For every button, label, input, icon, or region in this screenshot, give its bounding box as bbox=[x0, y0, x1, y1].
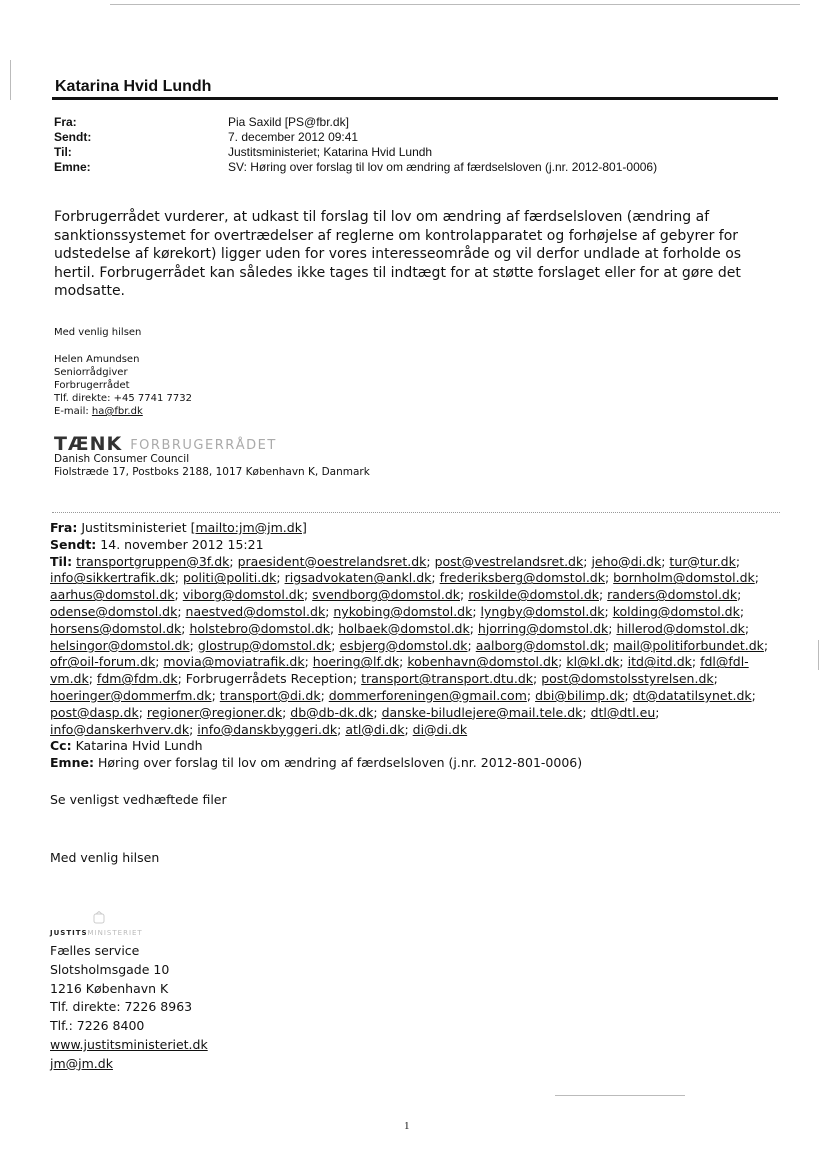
recipient-link[interactable]: post@vestrelandsret.dk bbox=[434, 553, 584, 569]
reply-body: Forbrugerrådet vurderer, at udkast til forslag til lov om ændring af færdselsloven (ændring af sanktionssystemet for overtrædelser af reglerne om kontrolapparatet og forhøjelse af gebyrer for udstedelse af kørekort) ligger uden for vores interesseområde og vil derfor undlade at forholde os hertil. Forbrugerrådet kan således ikke tages til indtægt for at støtte forslaget eller for at gøre det modsatte. bbox=[54, 209, 742, 299]
recipient-link[interactable]: bornholm@domstol.dk bbox=[613, 570, 755, 586]
recipient-link[interactable]: db@db-dk.dk bbox=[290, 704, 374, 720]
fwd-sig-email-link[interactable]: jm@jm.dk bbox=[50, 1055, 113, 1071]
reply-signature bbox=[54, 353, 192, 418]
recipient-link[interactable]: regioner@regioner.dk bbox=[146, 704, 283, 720]
signature-name: Helen Amundsen bbox=[54, 354, 140, 365]
reply-greeting: Med venlig hilsen bbox=[54, 327, 142, 338]
fwd-greeting: Med venlig hilsen bbox=[50, 850, 160, 865]
page-title: Katarina Hvid Lundh bbox=[55, 78, 212, 95]
recipient-link[interactable]: kobenhavn@domstol.dk bbox=[407, 654, 559, 670]
recipient-link[interactable]: jeho@di.dk bbox=[591, 553, 662, 569]
signature-email-line: E-mail: ha@fbr.dk bbox=[54, 406, 143, 417]
recipient-link[interactable]: kl@kl.dk bbox=[566, 654, 620, 670]
title-rule bbox=[52, 97, 778, 100]
taenk-logo-sub: FORBRUGERRÅDET bbox=[130, 438, 277, 453]
recipient-link[interactable]: horsens@domstol.dk bbox=[50, 620, 182, 636]
council-info bbox=[54, 453, 370, 479]
taenk-logo bbox=[54, 433, 277, 455]
recipient-link[interactable]: kolding@domstol.dk bbox=[612, 603, 740, 619]
recipient-link[interactable]: dommerforeningen@gmail.com bbox=[328, 687, 527, 703]
recipient-link[interactable]: info@sikkertrafik.dk bbox=[50, 570, 175, 586]
recipient-link[interactable]: rigsadvokaten@ankl.dk bbox=[284, 570, 432, 586]
recipient-link[interactable]: frederiksberg@domstol.dk bbox=[439, 570, 605, 586]
header-row-to: Til: Justitsministeriet; Katarina Hvid Lundh bbox=[54, 145, 433, 159]
fwd-from-line: Fra: Justitsministeriet [mailto:jm@jm.dk] bbox=[50, 520, 307, 535]
header-row-sent: Sendt: 7. december 2012 09:41 bbox=[54, 130, 359, 144]
recipient-name: Forbrugerrådets Reception bbox=[185, 671, 353, 687]
recipient-link[interactable]: info@danskerhverv.dk bbox=[50, 721, 190, 737]
recipient-link[interactable]: nykobing@domstol.dk bbox=[333, 603, 473, 619]
recipient-link[interactable]: lyngby@domstol.dk bbox=[480, 603, 605, 619]
scan-artifact-right bbox=[818, 640, 819, 670]
recipient-link[interactable]: hjorring@domstol.dk bbox=[477, 620, 609, 636]
email-header bbox=[54, 115, 657, 175]
recipient-link[interactable]: holbaek@domstol.dk bbox=[338, 620, 470, 636]
fwd-signature bbox=[50, 942, 208, 1074]
council-address: Fiolstræde 17, Postboks 2188, 1017 København K, Danmark bbox=[54, 466, 370, 478]
recipient-link[interactable]: esbjerg@domstol.dk bbox=[339, 637, 468, 653]
recipient-link[interactable]: transport@transport.dtu.dk bbox=[361, 671, 534, 687]
fwd-subject-line: Emne: Høring over forslag til lov om ændring af færdselsloven (j.nr. 2012-801-0006) bbox=[50, 755, 583, 771]
recipient-link[interactable]: dbi@bilimp.dk bbox=[535, 687, 625, 703]
recipient-link[interactable]: praesident@oestrelandsret.dk bbox=[237, 553, 427, 569]
recipient-link[interactable]: hillerod@domstol.dk bbox=[616, 620, 745, 636]
signature-org: Forbrugerrådet bbox=[54, 380, 130, 391]
fwd-sig-web-link[interactable]: www.justitsministeriet.dk bbox=[50, 1036, 208, 1052]
crest-icon bbox=[92, 911, 106, 925]
recipient-link[interactable]: fdm@fdm.dk bbox=[96, 671, 178, 687]
recipient-link[interactable]: glostrup@domstol.dk bbox=[197, 637, 332, 653]
recipient-link[interactable]: aarhus@domstol.dk bbox=[50, 587, 175, 603]
fwd-sig-phone: Tlf.: 7226 8400 bbox=[50, 1018, 145, 1034]
justits-logo-main: JUSTITS bbox=[50, 929, 88, 937]
fwd-sig-street: Slotsholmsgade 10 bbox=[50, 961, 170, 977]
recipient-link[interactable]: mail@politiforbundet.dk bbox=[613, 637, 764, 653]
fwd-mailto-link[interactable]: [mailto:jm@jm.dk] bbox=[190, 520, 307, 535]
recipient-link[interactable]: naestved@domstol.dk bbox=[185, 603, 326, 619]
justits-logo-sub: MINISTERIET bbox=[87, 929, 143, 937]
recipient-link[interactable]: hoeringer@dommerfm.dk bbox=[50, 687, 212, 703]
recipient-link[interactable]: dtl@dtl.eu bbox=[590, 704, 656, 720]
header-row-subject: Emne: SV: Høring over forslag til lov om ændring af færdselsloven (j.nr. 2012-801-0006) bbox=[54, 160, 658, 174]
fwd-sig-phone-direct: Tlf. direkte: 7226 8963 bbox=[50, 999, 193, 1015]
recipient-link[interactable]: post@domstolsstyrelsen.dk bbox=[541, 671, 714, 687]
message-separator bbox=[52, 512, 780, 513]
recipient-link[interactable]: transportgruppen@3f.dk bbox=[76, 553, 230, 569]
recipient-link[interactable]: odense@domstol.dk bbox=[50, 603, 178, 619]
justits-logo bbox=[50, 929, 143, 937]
recipient-link[interactable]: dt@datatilsynet.dk bbox=[632, 687, 752, 703]
recipient-link[interactable]: viborg@domstol.dk bbox=[182, 587, 304, 603]
recipient-link[interactable]: svendborg@domstol.dk bbox=[312, 587, 461, 603]
recipient-link[interactable]: roskilde@domstol.dk bbox=[468, 587, 599, 603]
page-number: 1 bbox=[404, 1120, 410, 1132]
fwd-sig-city: 1216 København K bbox=[50, 980, 169, 996]
council-name: Danish Consumer Council bbox=[54, 453, 190, 465]
fwd-to-line: Til: transportgruppen@3f.dk; praesident@oestrelandsret.dk; post@vestrelandsret.dk; jeho@di.dk; tur@tur.dk; info@sikkertrafik.dk; politi@politi.dk; rigsadvokaten@ankl.dk; frederiksberg@domstol.dk; bornholm@domstol.dk; aarhus@domstol.dk; viborg@domstol.dk; svendborg@domstol.dk; roskilde@domstol.dk; randers@domstol.dk; odense@domstol.dk; naestved@domstol.dk; nykobing@domstol.dk; lyngby@domstol.dk; kolding@domstol.dk; horsens@domstol.dk; holstebro@domstol.dk; holbaek@domstol.dk; hjorring@domstol.dk; hillerod@domstol.dk; helsingor@domstol.dk; glostrup@domstol.dk; esbjerg@domstol.dk; aalborg@domstol.dk; mail@politiforbundet.dk; ofr@oil-forum.dk; movia@moviatrafik.dk; hoering@lf.dk; kobenhavn@domstol.dk; kl@kl.dk; itd@itd.dk; fdl@fdl-vm.dk; fdm@fdm.dk; Forbrugerrådets Reception; transport@transport.dtu.dk; post@domstolsstyrelsen.dk; hoeringer@dommerfm.dk; transport@di.dk; dommerforeningen@gmail.com; dbi@bilimp.dk; dt@datatilsynet.dk; post@dasp.dk; regioner@regioner.dk; db@db-dk.dk; danske-biludlejere@mail.tele.dk; dtl@dtl.eu; info@danskerhverv.dk; info@danskbyggeri.dk; atl@di.dk; di@di.dk bbox=[50, 553, 769, 737]
recipient-link[interactable]: holstebro@domstol.dk bbox=[189, 620, 331, 636]
scan-artifact-bottom bbox=[555, 1095, 685, 1096]
recipient-list: transportgruppen@3f.dk; praesident@oestrelandsret.dk; post@vestrelandsret.dk; jeho@di.dk; tur@tur.dk; info@sikkertrafik.dk; politi@politi.dk; rigsadvokaten@ankl.dk; frederiksberg@domstol.dk; bornholm@domstol.dk; aarhus@domstol.dk; viborg@domstol.dk; svendborg@domstol.dk; roskilde@domstol.dk; randers@domstol.dk; odense@domstol.dk; naestved@domstol.dk; nykobing@domstol.dk; lyngby@domstol.dk; kolding@domstol.dk; horsens@domstol.dk; holstebro@domstol.dk; holbaek@domstol.dk; hjorring@domstol.dk; hillerod@domstol.dk; helsingor@domstol.dk; glostrup@domstol.dk; esbjerg@domstol.dk; aalborg@domstol.dk; mail@politiforbundet.dk; ofr@oil-forum.dk; movia@moviatrafik.dk; hoering@lf.dk; kobenhavn@domstol.dk; kl@kl.dk; itd@itd.dk; fdl@fdl-vm.dk; fdm@fdm.dk; Forbrugerrådets Reception; transport@transport.dtu.dk; post@domstolsstyrelsen.dk; hoeringer@dommerfm.dk; transport@di.dk; dommerforeningen@gmail.com; dbi@bilimp.dk; dt@datatilsynet.dk; post@dasp.dk; regioner@regioner.dk; db@db-dk.dk; danske-biludlejere@mail.tele.dk; dtl@dtl.eu; info@danskerhverv.dk; info@danskbyggeri.dk; atl@di.dk; di@di.dk bbox=[50, 553, 769, 737]
scan-artifact-left bbox=[10, 60, 11, 100]
fwd-sig-unit: Fælles service bbox=[50, 943, 140, 958]
recipient-link[interactable]: transport@di.dk bbox=[219, 687, 321, 703]
recipient-link[interactable]: movia@moviatrafik.dk bbox=[163, 654, 305, 670]
scan-artifact-top bbox=[110, 4, 800, 5]
recipient-link[interactable]: info@danskbyggeri.dk bbox=[197, 721, 338, 737]
recipient-link[interactable]: politi@politi.dk bbox=[182, 570, 277, 586]
header-row-from: Fra: Pia Saxild [PS@fbr.dk] bbox=[54, 115, 349, 129]
fwd-note: Se venligst vedhæftede filer bbox=[50, 792, 227, 807]
recipient-link[interactable]: aalborg@domstol.dk bbox=[475, 637, 605, 653]
recipient-link[interactable]: atl@di.dk bbox=[345, 721, 405, 737]
fwd-cc-line: Cc: Katarina Hvid Lundh bbox=[50, 738, 203, 754]
signature-phone: Tlf. direkte: +45 7741 7732 bbox=[54, 393, 192, 404]
recipient-link[interactable]: tur@tur.dk bbox=[669, 553, 736, 569]
recipient-link[interactable]: helsingor@domstol.dk bbox=[50, 637, 190, 653]
recipient-link[interactable]: post@dasp.dk bbox=[50, 704, 139, 720]
recipient-link[interactable]: itd@itd.dk bbox=[627, 654, 692, 670]
recipient-link[interactable]: hoering@lf.dk bbox=[312, 654, 400, 670]
signature-email-link[interactable]: ha@fbr.dk bbox=[91, 406, 143, 417]
recipient-link[interactable]: fdl@fdl-vm.dk bbox=[50, 654, 749, 687]
forwarded-header bbox=[50, 520, 790, 772]
recipient-link[interactable]: ofr@oil-forum.dk bbox=[50, 654, 156, 670]
fwd-sent-line: Sendt: 14. november 2012 15:21 bbox=[50, 536, 264, 552]
signature-title: Seniorrådgiver bbox=[54, 367, 128, 378]
taenk-logo-main: TÆNK bbox=[54, 433, 123, 455]
recipient-link[interactable]: di@di.dk bbox=[412, 721, 468, 737]
recipient-link[interactable]: randers@domstol.dk bbox=[607, 587, 738, 603]
recipient-link[interactable]: danske-biludlejere@mail.tele.dk bbox=[381, 704, 583, 720]
